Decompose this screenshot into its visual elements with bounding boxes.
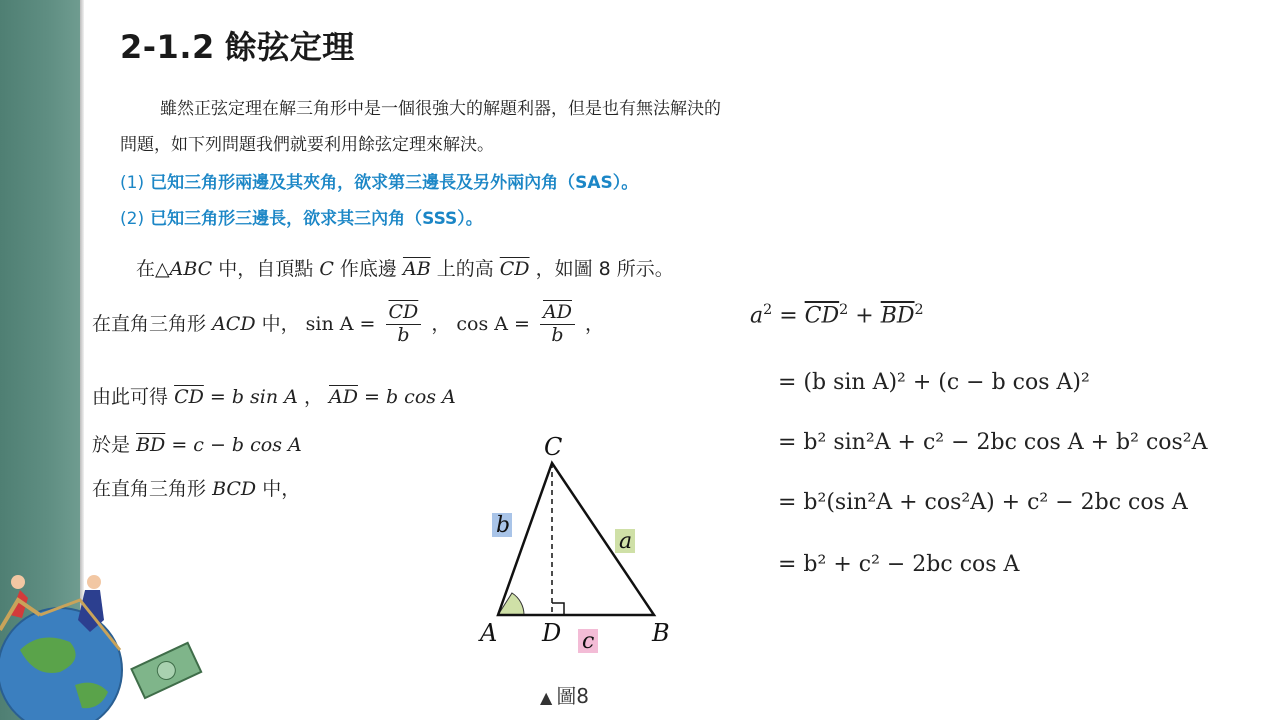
- step-text: 中，: [262, 478, 301, 500]
- derivation-line-5: = b² + c² − 2bc cos A: [778, 552, 1020, 577]
- vertex-c-label: C: [544, 433, 563, 461]
- lhs-a: a: [750, 303, 764, 329]
- equation: = b sin A: [209, 386, 298, 408]
- triangle-diagram: [470, 425, 690, 665]
- page-title: [120, 22, 355, 68]
- derivation-line-4: = b²(sin²A + cos²A) + c² − 2bc cos A: [778, 490, 1188, 515]
- derivation-line-1: [750, 302, 924, 328]
- caption-text: 圖8: [556, 684, 590, 708]
- step-text: 由此可得: [92, 386, 169, 408]
- equation: = c − b cos A: [171, 434, 302, 456]
- separator: ，: [431, 312, 451, 335]
- triangle-name: ACD: [212, 312, 256, 335]
- caption-marker: ▲: [540, 688, 553, 707]
- problem-text: 已知三角形三邊長，欲求其三內角（SSS）。: [150, 209, 483, 229]
- segment-cd: $\overline{CD}$: [174, 386, 204, 408]
- vertex-b-label: B: [652, 619, 670, 647]
- step-text: 在直角三角形: [92, 478, 207, 500]
- equation: = b cos A: [364, 386, 456, 408]
- plus-sign: +: [855, 303, 874, 329]
- sin-label: sin A =: [305, 312, 376, 335]
- problem-item-2: [120, 204, 483, 229]
- setup-text: ，如圖 8 所示。: [535, 258, 674, 280]
- segment-cd: $\overline{CD}$: [804, 303, 840, 329]
- intro-line-2: 問題，如下列問題我們就要利用餘弦定理來解決。: [120, 135, 494, 155]
- segment-bd: $\overline{BD}$: [880, 303, 915, 329]
- vertex-label: C: [319, 258, 334, 280]
- setup-sentence: [136, 254, 674, 281]
- triangle-name: BCD: [212, 478, 257, 500]
- exponent: 2: [763, 302, 773, 318]
- derivation-line-2: = (b sin A)² + (c − b cos A)²: [778, 370, 1090, 395]
- fraction-denominator: b: [397, 323, 410, 346]
- intro-line-1: 雖然正弦定理在解三角形中是一個很強大的解題利器，但是也有無法解決的: [160, 99, 721, 119]
- derivation-line-3: = b² sin²A + c² − 2bc cos A + b² cos²A: [778, 430, 1208, 455]
- step-text: 中，: [261, 312, 300, 335]
- problem-index: (2): [120, 209, 145, 229]
- segment-bd: $\overline{BD}$: [136, 434, 166, 456]
- base-segment: $\overline{AB}$: [402, 258, 431, 280]
- separator: ，: [585, 312, 605, 335]
- fraction-numerator: $\overline{AD}$: [540, 302, 575, 325]
- segment-ad: $\overline{AD}$: [329, 386, 358, 408]
- setup-text: 上的高: [436, 258, 494, 280]
- step-derive: [92, 382, 456, 409]
- banknote-icon: [131, 643, 201, 698]
- figure-caption: [540, 680, 589, 709]
- height-segment: $\overline{CD}$: [499, 258, 530, 280]
- sin-fraction: [386, 302, 422, 347]
- cos-fraction: [540, 302, 575, 347]
- setup-text: 中，自頂點: [218, 258, 314, 280]
- fraction-denominator: b: [551, 323, 564, 346]
- setup-text: 作底邊: [339, 258, 397, 280]
- exponent: 2: [914, 302, 924, 318]
- globe-illustration: [0, 560, 210, 720]
- step-bd: [92, 430, 302, 457]
- setup-prefix: 在△: [136, 258, 170, 280]
- exponent: 2: [839, 302, 849, 318]
- cos-label: cos A =: [456, 312, 530, 335]
- problem-item-1: [120, 168, 638, 193]
- section-title: 餘弦定理: [224, 28, 355, 66]
- step-bcd: [92, 474, 300, 501]
- side-c-label: c: [582, 629, 595, 654]
- fraction-numerator: $\overline{CD}$: [386, 302, 422, 325]
- section-number: 2-1.2: [120, 28, 215, 66]
- separator: ，: [303, 386, 323, 408]
- side-a-label: a: [619, 529, 633, 554]
- side-b-label: b: [496, 513, 511, 538]
- step-text: 在直角三角形: [92, 312, 207, 335]
- foot-d-label: D: [542, 619, 562, 647]
- problem-index: (1): [120, 173, 145, 193]
- triangle-name: ABC: [169, 258, 213, 280]
- equals-sign: =: [779, 303, 798, 329]
- vertex-a-label: A: [480, 619, 498, 647]
- right-angle-marker: [552, 603, 564, 615]
- step-acd: [92, 302, 604, 347]
- step-text: 於是: [92, 434, 131, 456]
- problem-text: 已知三角形兩邊及其夾角，欲求第三邊長及另外兩內角（SAS）。: [150, 173, 639, 193]
